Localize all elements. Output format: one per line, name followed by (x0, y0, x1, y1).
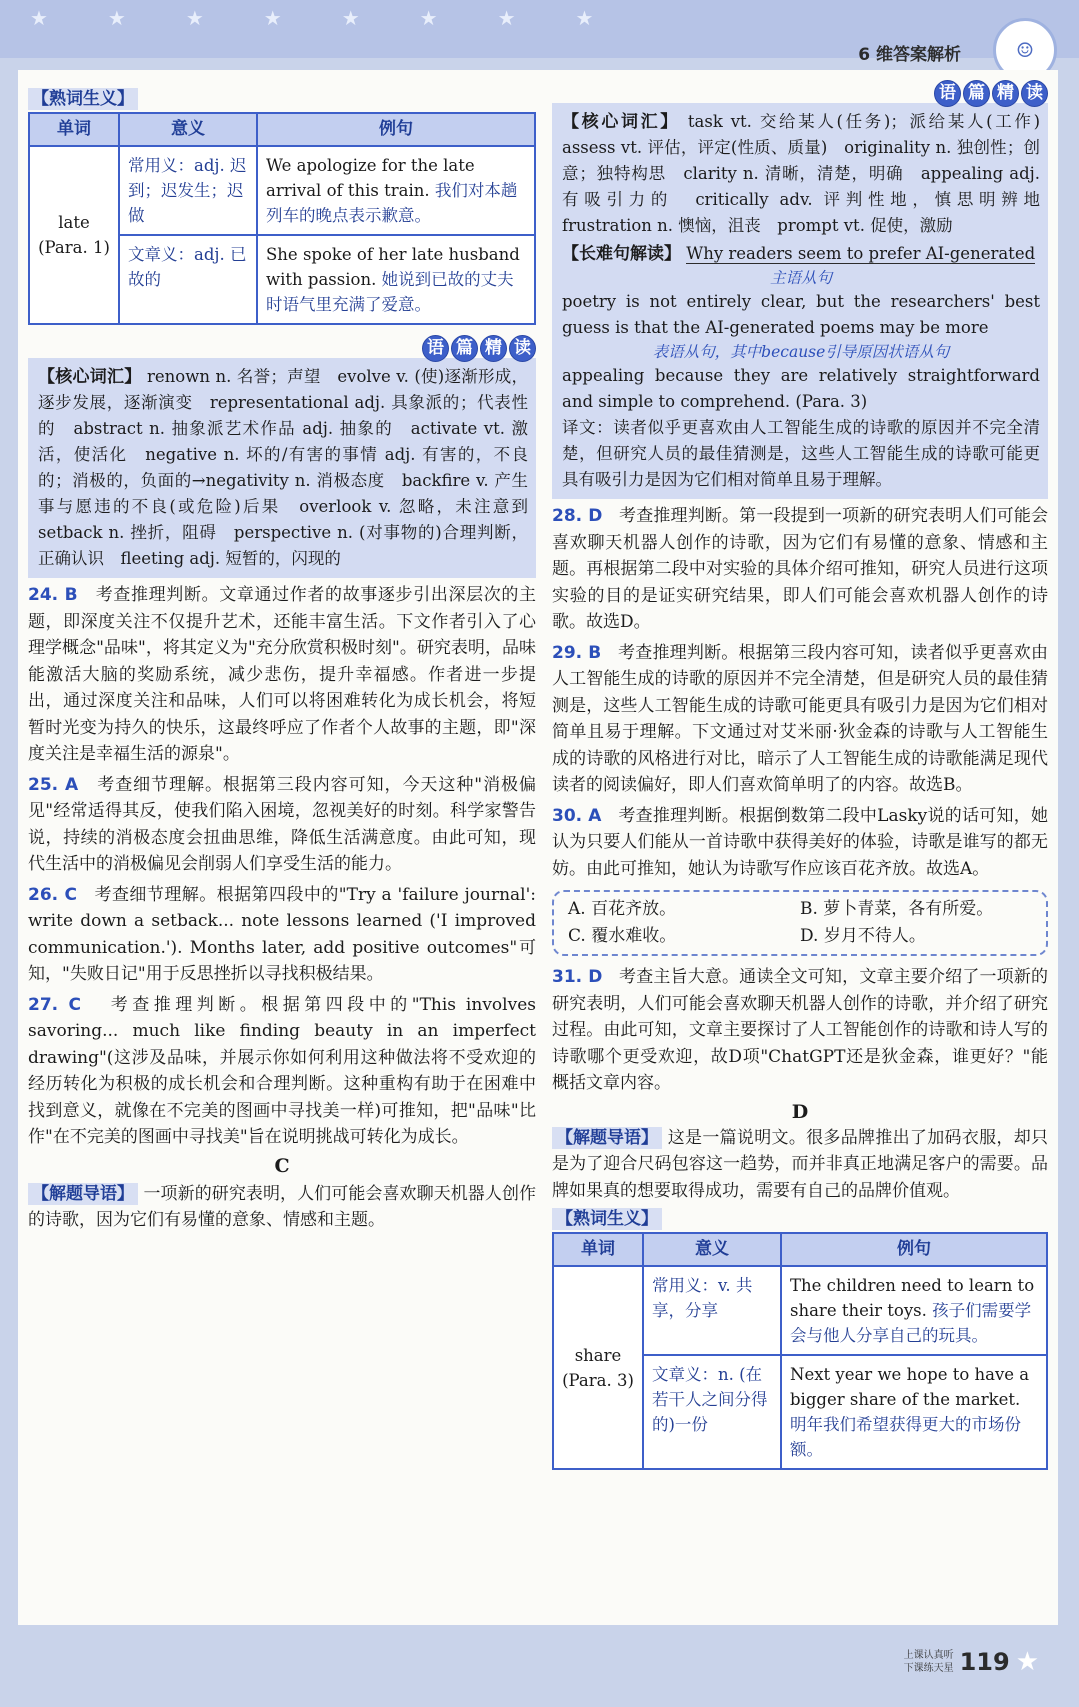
pill-char: 读 (509, 335, 536, 362)
answer-25 (28, 772, 536, 878)
core-vocab-text: renown n. 名誉；声望 evolve v. (使)逐渐形成，逐步发展，逐渐演变 representational adj. 具象派的；代表性的 abstract n. 抽象派艺术作品 adj. 抽象的 activate vt. 激活，使活化 negative n. 坏的/有害的事情 adj. 有害的，不良的；消极的，负面的→negativity n. 消极态度 backfire v. 产生事与愿违的不良(或危险)后果 overlook v. 忽略，未注意到 setback n. 挫折，阻碍 perspective n. (对事物的)合理判断，正确认识 fleeting adj. 短暂的，闪现的 (38, 367, 545, 568)
pill-char: 语 (934, 80, 961, 107)
meaning-context: 文章义：n. (在若干人之间分得的)一份 (643, 1355, 781, 1469)
meaning-common: 常用义：v. 共享，分享 (643, 1266, 781, 1355)
intro-text: 这是一篇说明文。很多品牌推出了加码衣服，却只是为了迎合尺码包容这一趋势，而并非真正地满足客户的需要。品牌如果真的想要取得成功，需要有自己的品牌价值观。 (552, 1127, 1049, 1201)
pill-char: 精 (992, 80, 1019, 107)
idiom-choices-box (552, 890, 1048, 956)
core-vocab-box (28, 358, 545, 578)
page-footer (904, 1647, 1039, 1677)
left-column (28, 70, 545, 1234)
col-header-word: 单词 (553, 1233, 643, 1266)
col-header-meaning: 意义 (119, 113, 257, 146)
col-header-meaning: 意义 (643, 1233, 781, 1266)
answer-num: 25. A (28, 774, 79, 795)
answer-text: 考查细节理解。根据第三段内容可知，今天这种"消极偏见"经常适得其反，使我们陷入困境，忽视美好的时刻。科学家警告说，持续的消极态度会扭曲思维，降低生活满意度。由此可知，现代生活中的消极偏见会削弱人们享受生活的能力。 (28, 774, 536, 874)
col-header-example: 例句 (781, 1233, 1047, 1266)
intro-c (28, 1181, 536, 1234)
page-number: 119 (959, 1648, 1010, 1676)
answer-num: 24. B (28, 585, 78, 605)
sentence-part-1: Why readers seem to prefer AI-generated (686, 244, 1036, 263)
core-vocab (562, 109, 1057, 239)
long-sentence (562, 241, 1040, 493)
core-vocab-tag: 【核心词汇】 (562, 112, 680, 132)
answer-29 (552, 640, 1048, 799)
meaning-context: 文章义：adj. 已故的 (119, 235, 257, 324)
answer-text: 考查推理判断。第一段提到一项新的研究表明人们可能会喜欢聊天机器人创作的诗歌，因为它们有易懂的意象、情感和主题。再根据第二段中对实验的具体介绍可推知，研究人员进行这项实验的目的是证实研究结果，即人们可能会喜欢机器人创作的诗歌。故选D。 (552, 506, 1048, 632)
answer-num: 28. D (552, 506, 603, 526)
choice-d: D. 岁月不待人。 (800, 926, 926, 946)
annotation-subject-clause: 主语从句 (769, 269, 832, 287)
example-zh: 她说到已故的丈夫时语气里充满了爱意。 (266, 270, 514, 314)
section-letter-d: D (791, 1100, 809, 1123)
long-sentence-tag: 【长难句解读】 (562, 244, 681, 264)
choice-b: B. 萝卜青菜，各有所爱。 (800, 899, 994, 919)
answer-text: 考查细节理解。根据第四段中的"Try a 'failure journal': write down a setback... note lessons learned ('I improved communication.'). Months later, add positive outcomes"可知，"失败日记"用于反思挫折以寻找积极结果。 (28, 884, 536, 984)
vocab-table (28, 112, 536, 325)
star-pattern-icon: ★★★★★★★★ (30, 6, 654, 30)
slogan-line-1: 上课认真听 (903, 1650, 954, 1661)
right-vocab-box (552, 103, 1057, 499)
meaning-common: 常用义：adj. 迟到；迟发生；迟做 (119, 146, 257, 235)
example-en: The children need to learn to share their toys. (790, 1276, 1035, 1320)
col-header-word: 单词 (29, 113, 119, 146)
intro-text: 一项新的研究表明，人们可能会喜欢聊天机器人创作的诗歌，因为它们有易懂的意象、情感和主题。 (28, 1183, 537, 1230)
sentence-part-3: appealing because they are relatively straightforward and simple to comprehend. (Para. 3) (562, 366, 1040, 411)
answer-30 (552, 803, 1048, 883)
answer-num: 31. D (552, 967, 603, 987)
vocab-word: share (574, 1345, 622, 1365)
translation: 译文：读者似乎更喜欢由人工智能生成的诗歌的原因并不完全清楚，但研究人员的最佳猜测是，这些人工智能生成的诗歌可能更具有吸引力是因为它们相对简单且易于理解。 (562, 418, 1040, 489)
intro-tag: 【解题导语】 (552, 1127, 662, 1149)
pill-char: 精 (480, 335, 507, 362)
shuci-tag: 【熟词生义】 (28, 88, 138, 110)
example-context (781, 1355, 1047, 1469)
core-vocab-tag: 【核心词汇】 (38, 367, 142, 387)
star-mascot-icon: ★ (1015, 1647, 1039, 1677)
shuci-tag: 【熟词生义】 (552, 1208, 662, 1230)
annotation-predicative-clause: 表语从句，其中because引导原因状语从句 (652, 343, 950, 361)
answer-24 (28, 582, 536, 768)
answer-sheet (18, 70, 1058, 1625)
vocab-word-cell (553, 1266, 643, 1469)
example-en: She spoke of her late husband with passion. (266, 245, 520, 289)
footer-slogan (904, 1649, 954, 1675)
core-vocab-text: task vt. 交给某人(任务)；派给某人(工作) assess vt. 评估，评定(性质、质量) originality n. 独创性；创意；独特构思 clarity n. 清晰，清楚，明确 appealing adj. 有吸引力的 critically adv. 评判性地，慎思明辨地 frustration n. 懊恼，沮丧 prompt vt. 促使，激励 (562, 112, 1057, 235)
choice-c: C. 覆水难收。 (568, 926, 677, 946)
choice-a: A. 百花齐放。 (568, 899, 677, 919)
answer-num: 27. C (28, 994, 82, 1015)
answer-28 (552, 503, 1048, 636)
answer-26 (28, 882, 536, 988)
intro-d (552, 1125, 1048, 1205)
example-en: Next year we hope to have a bigger share of the market. (790, 1365, 1030, 1409)
answer-text: 考查推理判断。根据第三段内容可知，读者似乎更喜欢由人工智能生成的诗歌的原因并不完全清楚，但是研究人员的最佳猜测是，这些人工智能生成的诗歌可能更具有吸引力是因为它们相对简单且易于理解。下文通过对艾米丽·狄金森的诗歌与人工智能生成的诗歌的风格进行对比，暗示了人工智能生成的诗歌能满足现代读者的阅读偏好，即人们喜欢简单明了的内容。故选B。 (552, 642, 1049, 795)
answer-num: 29. B (552, 642, 602, 663)
example-common (781, 1266, 1047, 1355)
example-en: We apologize for the late arrival of this train. (266, 156, 475, 200)
pill-char: 语 (422, 335, 449, 362)
sentence-part-2: poetry is not entirely clear, but the researchers' best guess is that the AI-generated poems may be more (562, 292, 1040, 337)
vocab-para: (Para. 3) (562, 1370, 634, 1390)
section-letter-c: C (274, 1154, 290, 1177)
answer-text: 考查推理判断。根据第四段中的"This involves savoring... much like finding beauty in an imperfect drawing"(这涉及品味，并展示你如何利用这种做法将不受欢迎的经历转化为积极的成长机会和合理判断。这种重构有助于在困难中找到意义，就像在不完美的图画中寻找美一样)可推知，把"品味"比作"在不完美的图画中寻找美"旨在说明挑战可转化为成长。 (28, 994, 536, 1147)
answer-31 (552, 964, 1048, 1097)
answer-text: 考查主旨大意。通读全文可知，文章主要介绍了一项新的研究表明，人们可能会喜欢聊天机器人创作的诗歌，并介绍了研究过程。由此可知，文章主要探讨了人工智能创作的诗歌和诗人写的诗歌哪个更受欢迎，故D项"ChatGPT还是狄金森，谁更好？"能概括文章内容。 (552, 967, 1048, 1093)
vocab-word: late (58, 213, 90, 232)
vocab-para: (Para. 1) (38, 238, 110, 257)
answer-num: 26. C (28, 884, 77, 905)
mascot-icon: ☺ (993, 18, 1057, 82)
slogan-line-2: 下课练天星 (903, 1663, 954, 1674)
example-common (257, 146, 535, 235)
vocab-word-cell (29, 146, 119, 324)
example-zh: 明年我们希望获得更大的市场份额。 (790, 1415, 1021, 1459)
answer-num: 30. A (552, 805, 602, 826)
answer-text: 考查推理判断。根据倒数第二段中Lasky说的话可知，她认为只要人们能从一首诗歌中获得美好的体验，诗歌是谁写的都无妨。由此可推知，她认为诗歌写作应该百花齐放。故选A。 (552, 805, 1048, 879)
pill-char: 篇 (451, 335, 478, 362)
vocab-table (552, 1232, 1048, 1470)
right-column (552, 70, 1057, 1470)
pill-char: 读 (1021, 80, 1048, 107)
col-header-example: 例句 (257, 113, 535, 146)
header-title: 6 维答案解析 (858, 45, 961, 65)
example-zh: 孩子们需要学会与他人分享自己的玩具。 (790, 1301, 1032, 1345)
answer-text: 考查推理判断。文章通过作者的故事逐步引出深层次的主题，即深度关注不仅提升艺术，还能丰富生活。下文作者引入了心理学概念"品味"，将其定义为"充分欣赏积极时刻"。研究表明，品味能激活大脑的奖励系统，减少悲伤，提升幸福感。作者进一步提出，通过深度关注和品味，人们可以将困难转化为成长机会，将短暂时光变为持久的快乐，这最终呼应了作者个人故事的主题，即"深度关注是幸福生活的源泉"。 (28, 585, 537, 764)
pill-char: 篇 (963, 80, 990, 107)
answer-27 (28, 992, 536, 1151)
example-context (257, 235, 535, 324)
example-zh: 我们对本趟列车的晚点表示歉意。 (266, 181, 518, 225)
intro-tag: 【解题导语】 (28, 1183, 138, 1205)
